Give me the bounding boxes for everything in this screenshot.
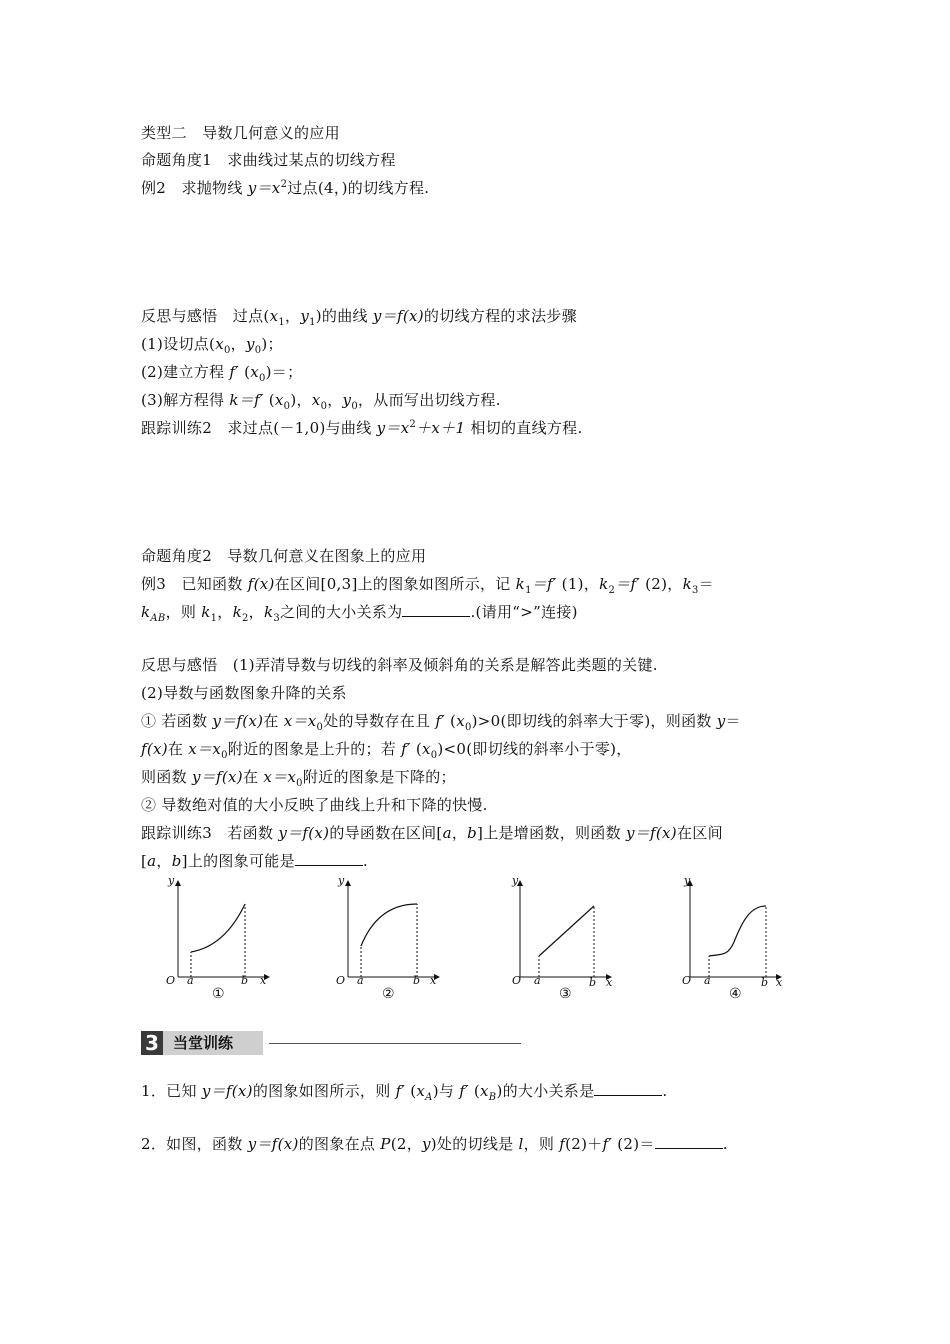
example-2: 例2 求抛物线 $y=x^2$过点(4，)的切线方程. (141, 179, 430, 197)
curve-4 (709, 906, 766, 956)
question-1: 1．已知 y＝f(x)的图象如图所示，则 f′ $(x_A)$与 f′ $(x_B)$的大小关系是 . (141, 1082, 668, 1103)
curve-3 (539, 906, 594, 956)
reflection-2-line-2: (2)导数与函数图象升降的关系 (141, 684, 347, 702)
graph-option-4[interactable]: y O a b x ④ (672, 874, 792, 1004)
angle2-heading: 命题角度2 导数几何意义在图象上的应用 (141, 547, 427, 565)
reflection-2-line-6: ② 导数绝对值的大小反映了曲线上升和下降的快慢. (141, 796, 488, 814)
reflection-2-line-5: 则函数 y＝f(x)在 $x=x_0$附近的图象是下降的； (141, 768, 456, 789)
section-3-header (141, 1031, 521, 1057)
tracking-exercise-3-line-2: [a，b]上的图象可能是 . (141, 852, 368, 870)
graph-option-2[interactable]: y O a b x ② (330, 874, 450, 1004)
answer-blank[interactable] (594, 1081, 662, 1096)
reflection-1-step-2: (2)建立方程 f′ $(x_0)=$； (141, 363, 303, 384)
example-3-line-2: $k_{AB}$，则 $k_1$，$k_2$，$k_3$之间的大小关系为 .(请用“>”连接) (141, 603, 578, 624)
section-divider (269, 1043, 521, 1044)
question-2: 2．如图，函数 y＝f(x)的图象在点 P(2，y)处的切线是 l，则 f(2)＋f′ (2)＝ . (141, 1135, 728, 1153)
angle1-heading: 命题角度1 求曲线过某点的切线方程 (141, 151, 396, 169)
reflection-1-title: 反思与感悟 过点($x_1$，$y_1$)的曲线 y＝f(x)的切线方程的求法步骤 (141, 307, 577, 328)
curve-1 (191, 904, 245, 952)
section-number: 3 (141, 1031, 163, 1055)
type2-heading: 类型二 导数几何意义的应用 (141, 124, 340, 142)
reflection-2-line-1: 反思与感悟 (1)弄清导数与切线的斜率及倾斜角的关系是解答此类题的关键. (141, 656, 658, 674)
section-title: 当堂训练 (163, 1031, 263, 1055)
graph-option-3[interactable]: y O a b x ③ (502, 874, 622, 1004)
reflection-2-line-3: ① 若函数 y＝f(x)在 $x=x_0$处的导数存在且 f′ $(x_0)>0$(即切线的斜率大于零)，则函数 y＝ (141, 712, 741, 733)
reflection-1-step-3: (3)解方程得 k＝f′ $(x_0)$，$x_0$，$y_0$，从而写出切线方程. (141, 391, 501, 412)
answer-blank[interactable] (295, 851, 363, 866)
reflection-2-line-4: f(x)在 $x=x_0$附近的图象是上升的；若 f′ $(x_0)<0$(即切线的斜率小于零)， (141, 740, 632, 761)
curve-2 (361, 904, 417, 946)
answer-blank[interactable] (402, 602, 470, 617)
graph-option-1[interactable]: y O a b x ① (160, 874, 280, 1004)
reflection-1-step-1: (1)设切点($x_0$，$y_0$)； (141, 335, 283, 356)
tracking-exercise-2: 跟踪训练2 求过点(－1,0)与曲线 $y=x^2+x+1$ 相切的直线方程. (141, 419, 583, 437)
tracking-exercise-3-line-1: 跟踪训练3 若函数 y＝f(x)的导函数在区间[a，b]上是增函数，则函数 y＝f(x)在区间 (141, 824, 723, 842)
answer-blank[interactable] (655, 1134, 723, 1149)
example-3-line-1: 例3 已知函数 f(x)在区间[0,3]上的图象如图所示，记 $k_1=f'$ (1)，$k_2=f'$ (2)，$k_3=$ (141, 575, 714, 596)
